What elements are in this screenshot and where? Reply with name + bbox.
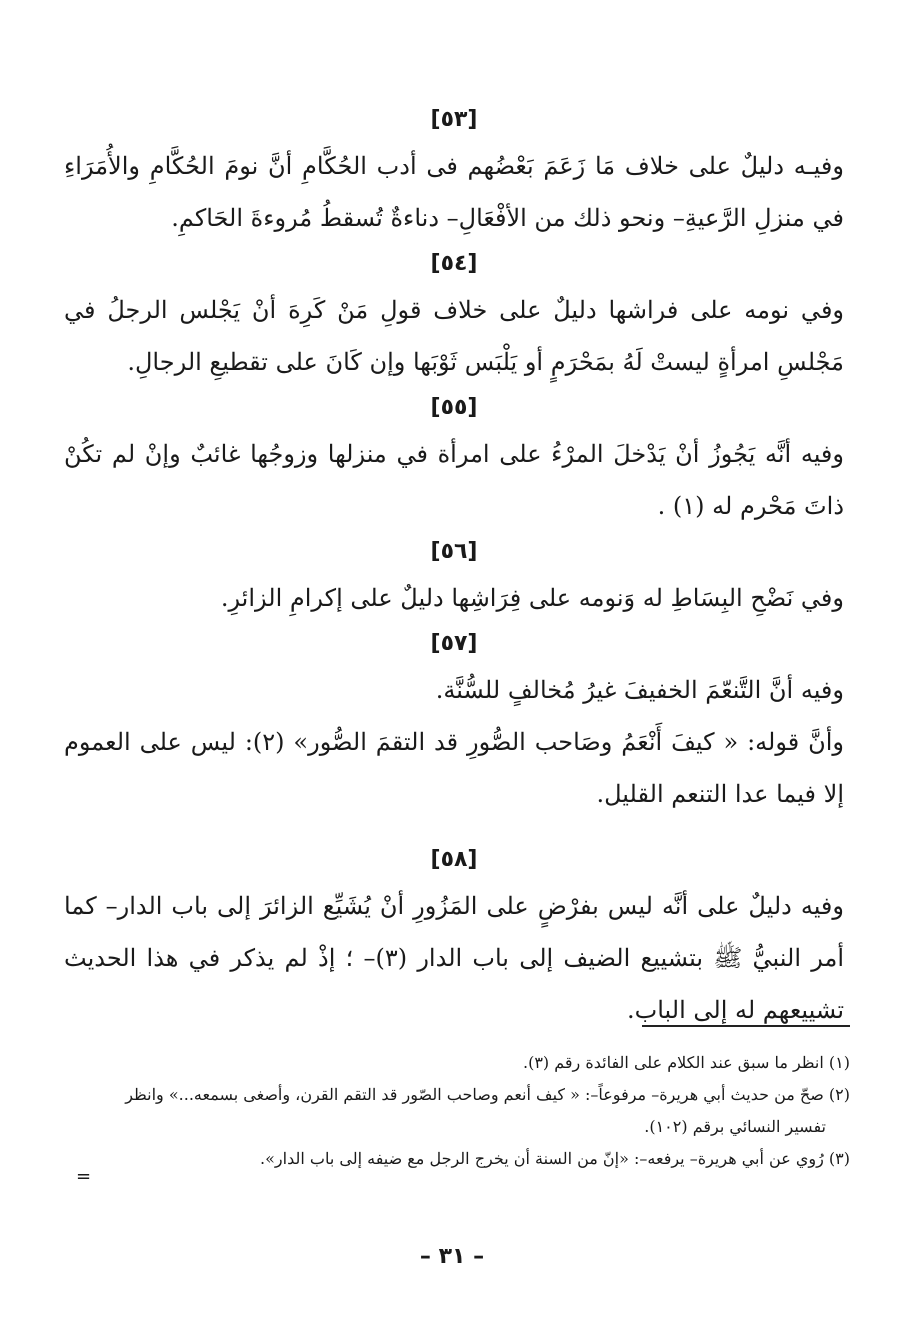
- page-number: – ٣١ –: [419, 1244, 485, 1269]
- paragraph: وفيـه دليلٌ على خلاف مَا زَعَمَ بَعْضُهم فى أدب الحُكَّامِ أنَّ نومَ الحُكَّامِ والأُمَرَاءِ في منزلِ الرَّعيةِ– ونحو ذلك من الأفْعَالِ– دناءةٌ تُسقطُ مُروءةَ الحَاكمِ.: [64, 152, 844, 232]
- paragraph: وفي نَضْحِ البِسَاطِ له وَنومه على فِرَاشِها دليلٌ على إكرامِ الزائرِ.: [220, 584, 844, 612]
- paragraph: وفيه دليلٌ على أنَّه ليس بفرْضٍ على المَزُورِ أنْ يُشَيِّع الزائرَ إلى باب الدار– كما أمر النبيُّ ﷺ بتشييع الضيف إلى باب الدار (٣)– ؛ إذْ لم يذكر في هذا الحديث تشييعهم له إلى الباب.: [64, 892, 844, 1024]
- continuation-mark: =: [76, 1166, 92, 1187]
- footnote-continuation: تفسير النسائي برقم (١٠٢).: [644, 1117, 826, 1136]
- footnote: (٣) رُوي عن أبي هريرة– يرفعه–: «إنّ من السنة أن يخرج الرجل مع ضيفه إلى باب الدار».: [260, 1149, 850, 1168]
- paragraph: وفيه أنَّه يَجُوزُ أنْ يَدْخلَ المرْءُ على امرأة في منزلها وزوجُها غائبٌ وإنْ لم تكُنْ ذاتَ مَحْرم له (١) .: [64, 440, 844, 520]
- paragraph: وأنَّ قوله: « كيفَ أَنْعَمُ وصَاحب الصُّورِ قد التقمَ الصُّور» (٢): ليس على العموم إلا فيما عدا التنعم القليل.: [64, 728, 845, 808]
- section-number: [٥٨]: [430, 847, 478, 872]
- footnote: (٢) صحّ من حديث أبي هريرة– مرفوعاً–: « كيف أنعم وصاحب الصّور قد التقم القرن، وأصغى بسمعه...» وانظر: [125, 1085, 850, 1104]
- section-number: [٥٥]: [430, 395, 478, 420]
- footnote-divider: [642, 1025, 850, 1027]
- paragraph: وفيه أنَّ التَّنعّمَ الخفيفَ غيرُ مُخالفٍ للسُّنَّة.: [435, 676, 844, 704]
- section-number: [٥٤]: [430, 251, 478, 276]
- section-number: [٥٦]: [430, 539, 478, 564]
- paragraph: وفي نومه على فراشها دليلٌ على خلاف قولِ مَنْ كَرِهَ أنْ يَجْلس الرجلُ في مَجْلسِ امرأةٍ ليستْ لَهُ بمَحْرَمٍ أو يَلْبَس ثَوْبَها وإن كَانَ على تقطيعِ الرجالِ.: [64, 296, 845, 376]
- section-number: [٥٣]: [430, 107, 478, 132]
- section-number: [٥٧]: [430, 631, 478, 656]
- footnote: (١) انظر ما سبق عند الكلام على الفائدة رقم (٣).: [522, 1053, 850, 1072]
- main-text: [64, 98, 844, 1036]
